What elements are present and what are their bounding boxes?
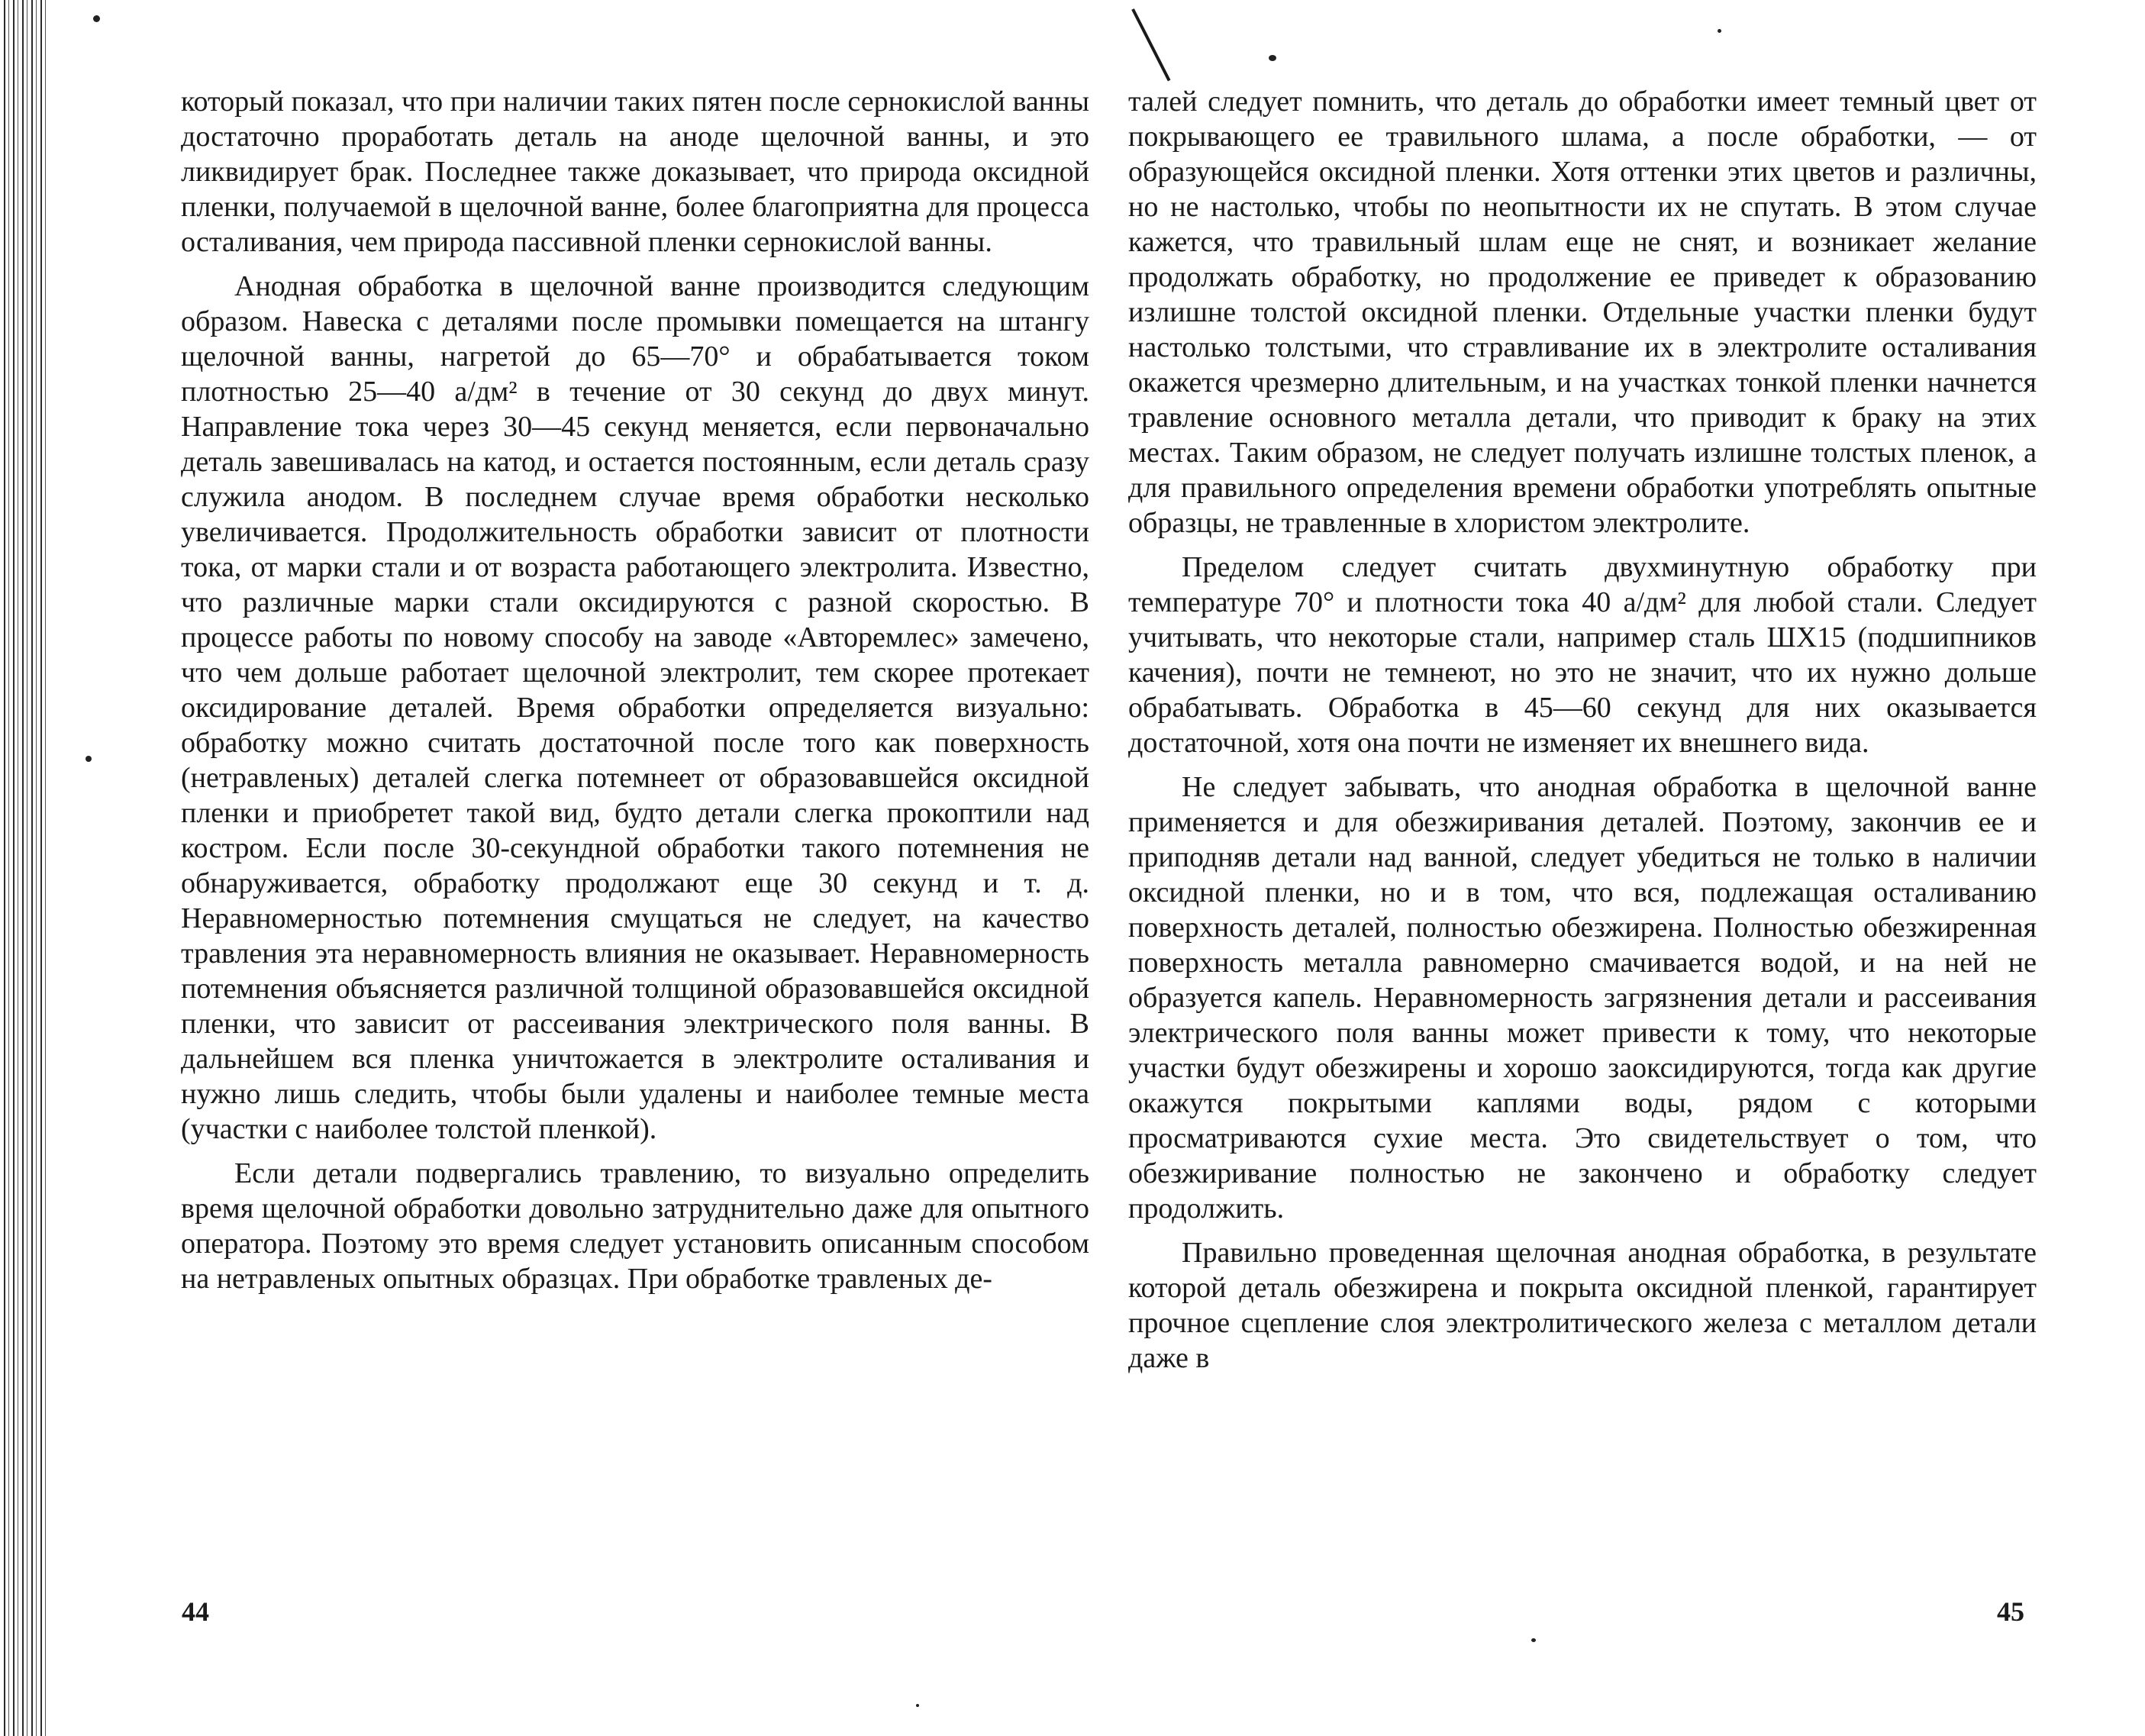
left-paragraph-1: который показал, что при наличии таких пятен после сернокислой ванны достаточно проработать деталь на аноде щелочной ванны, и это ликвидирует брак. Последнее также доказывает, что природа оксидной пленки, получаемой в щелочной ванне, более благоприятна для процесса осталивания, чем природа пассивной пленки сернокислой ванны.	[181, 86, 1089, 258]
scan-speck	[85, 756, 92, 762]
left-page-number: 44	[182, 1596, 209, 1627]
left-paragraph-2: Анодная обработка в щелочной ванне производится следующим образом. Навеска с деталями после промывки помещается на штангу щелочной ванны, нагретой до 65—70° и обрабатывается током плотностью 25—40 а/дм² в течение от 30 секунд до двух минут. Направление тока через 30—45 секунд меняется, если первоначально деталь завешивалась на катод, и остается постоянным, если деталь сразу служила анодом. В последнем случае время обработки несколько увеличивается. Продолжительность обработки зависит от плотности тока, от марки стали и от возраста работающего электролита. Известно, что различные марки стали оксидируются с разной скоростью. В процессе работы по новому способу на заводе «Авторемлес» замечено, что чем дольше работает щелочной электролит, тем скорее протекает оксидирование деталей. Время обработки определяется визуально: обработку можно считать достаточной после того как поверхность (нетравленых) деталей слегка потемнеет от образовавшейся оксидной пленки и приобретет такой вид, будто детали слегка прокоптили над костром. Если после 30-секундной обработки такого потемнения не обнаруживается, обработку продолжают еще 30 секунд и т. д. Неравномерностью потемнения смущаться не следует, на качество травления эта неравномерность влияния не оказывает. Неравномерность потемнения объясняется различной толщиной образовавшейся оксидной пленки, что зависит от рассеивания электрического поля ванны. В дальнейшем вся пленка уничтожается в электролите осталивания и нужно лишь следить, чтобы были удалены и наиболее темные места (участки с наиболее толстой пленкой).	[181, 270, 1089, 1145]
scan-speck	[1531, 1638, 1536, 1642]
left-paragraph-3: Если детали подвергались травлению, то визуально определить время щелочной обработки довольно затруднительно даже для опытного оператора. Поэтому это время следует установить описанным способом на нетравленых опытных образцах. При обработке травленых де-	[181, 1157, 1089, 1295]
scan-mark	[1131, 8, 1170, 81]
right-paragraph-1: талей следует помнить, что деталь до обработки имеет темный цвет от покрывающего ее травильного шлама, а после обработки, — от образующейся оксидной пленки. Хотя оттенки этих цветов и различны, но не настолько, чтобы по неопытности их не спутать. В этом случае кажется, что травильный шлам еще не снят, и возникает желание продолжать обработку, но продолжение ее приведет к образованию излишне толстой оксидной пленки. Отдельные участки пленки будут настолько толстыми, что стравливание их в электролите осталивания окажется чрезмерно длительным, и на участках тонкой пленки начнется травление основного металла детали, что приводит к браку на этих местах. Таким образом, не следует получать излишне толстых пленок, а для правильного определения времени обработки употреблять опытные образцы, не травленные в хлористом электролите.	[1128, 86, 2037, 539]
right-page-number: 45	[1997, 1596, 2024, 1627]
scan-speck	[916, 1704, 919, 1707]
right-paragraph-4: Правильно проведенная щелочная анодная обработка, в результате которой деталь обезжирена и покрыта оксидной пленкой, гарантирует прочное сцепление слоя электролитического железа с металлом детали даже в	[1128, 1237, 2037, 1374]
scan-speck	[1718, 29, 1721, 33]
left-page	[181, 84, 1089, 1611]
scan-speck	[1269, 55, 1276, 61]
right-paragraph-3: Не следует забывать, что анодная обработка в щелочной ванне применяется и для обезжиривания деталей. Поэтому, закончив ее и приподняв детали над ванной, следует убедиться не только в наличии оксидной пленки, но и в том, что вся, подлежащая осталиванию поверхность деталей, полностью обезжирена. Полностью обезжиренная поверхность металла равномерно смачивается водой, и на ней не образуется капель. Неравномерность загрязнения детали и рассеивания электрического поля ванны может привести к тому, что некоторые участки будут обезжирены и хорошо заоксидируются, тогда как другие окажутся покрытыми каплями воды, рядом с которыми просматриваются сухие места. Это свидетельствует о том, что обезжиривание полностью не закончено и обработку следует продолжить.	[1128, 771, 2037, 1225]
right-paragraph-2: Пределом следует считать двухминутную обработку при температуре 70° и плотности тока 40 а/дм² для любой стали. Следует учитывать, что некоторые стали, например сталь ШХ15 (подшипников качения), почти не темнеют, но это не значит, что их нужно дольше обрабатывать. Обработка в 45—60 секунд для них оказывается достаточной, хотя она почти не изменяет их внешнего вида.	[1128, 551, 2037, 759]
book-spine-shadow	[0, 0, 47, 1736]
right-page	[1128, 84, 2037, 1611]
scan-speck	[93, 15, 100, 22]
